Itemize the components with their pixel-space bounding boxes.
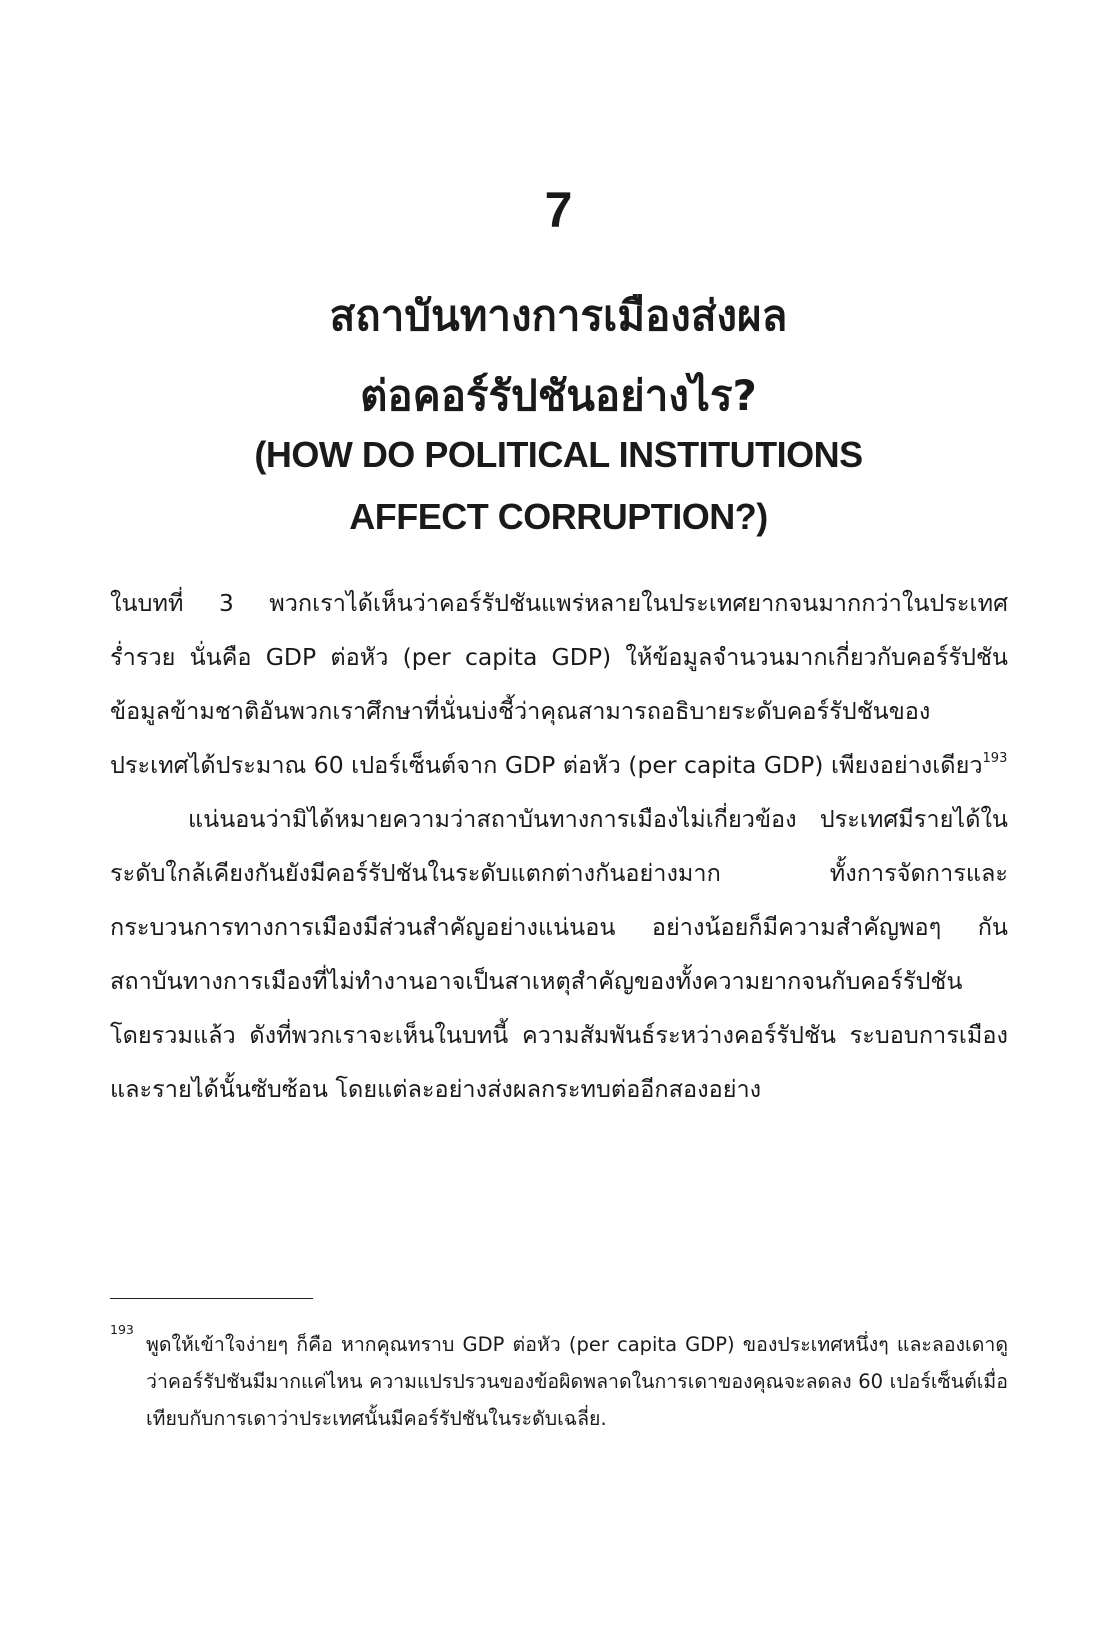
chapter-title-english-line-2: AFFECT CORRUPTION?) xyxy=(349,496,768,537)
footnote-divider xyxy=(110,1298,313,1299)
body-text xyxy=(110,576,1008,1116)
footnote-reference[interactable]: 193 xyxy=(982,751,1008,766)
chapter-title-thai-line-2: ต่อคอร์รัปชันอย่างไร? xyxy=(360,371,757,420)
paragraph-1 xyxy=(110,576,1008,792)
footnote xyxy=(110,1322,1008,1437)
chapter-number: 7 xyxy=(544,182,573,238)
chapter-title-thai-line-1: สถาบันทางการเมืองส่งผล xyxy=(329,291,788,340)
paragraph-1-text: ในบทที่ 3 พวกเราได้เห็นว่าคอร์รัปชันแพร่หลายในประเทศยากจนมากกว่าในประเทศร่ำรวย นั่นคือ GDP ต่อหัว (per capita GDP) ให้ข้อมูลจำนวนมากเกี่ยวกับคอร์รัปชัน ข้อมูลข้ามชาติอันพวกเราศึกษาที่นั่นบ่งชี้ว่าคุณสามารถอธิบายระดับคอร์รัปชันของประเทศได้ประมาณ 60 เปอร์เซ็นต์จาก GDP ต่อหัว (per capita GDP) เพียงอย่างเดียว xyxy=(110,589,1008,779)
chapter-title-english-line-1: (HOW DO POLITICAL INSTITUTIONS xyxy=(254,434,863,475)
chapter-title-english xyxy=(60,424,1057,548)
footnote-marker: 193 xyxy=(110,1322,134,1337)
footnote-text: พูดให้เข้าใจง่ายๆ ก็คือ หากคุณทราบ GDP ต่อหัว (per capita GDP) ของประเทศหนึ่งๆ และลองเดาดูว่าคอร์รัปชันมีมากแค่ไหน ความแปรปรวนของข้อผิดพลาดในการเดาของคุณจะลดลง 60 เปอร์เซ็นต์เมื่อเทียบกับการเดาว่าประเทศนั้นมีคอร์รัปชันในระดับเฉลี่ย. xyxy=(146,1333,1008,1430)
paragraph-2: แน่นอนว่ามิได้หมายความว่าสถาบันทางการเมืองไม่เกี่ยวข้อง ประเทศมีรายได้ในระดับใกล้เคียงกันยังมีคอร์รัปชันในระดับแตกต่างกันอย่างมาก ทั้งการจัดการและกระบวนการทางการเมืองมีส่วนสำคัญอย่างแน่นอน อย่างน้อยก็มีความสำคัญพอๆ กัน สถาบันทางการเมืองที่ไม่ทำงานอาจเป็นสาเหตุสำคัญของทั้งความยากจนกับคอร์รัปชัน โดยรวมแล้ว ดังที่พวกเราจะเห็นในบทนี้ ความสัมพันธ์ระหว่างคอร์รัปชัน ระบอบการเมือง และรายได้นั้นซับซ้อน โดยแต่ละอย่างส่งผลกระทบต่ออีกสองอย่าง xyxy=(110,805,1008,1103)
chapter-title-thai xyxy=(60,276,1057,436)
